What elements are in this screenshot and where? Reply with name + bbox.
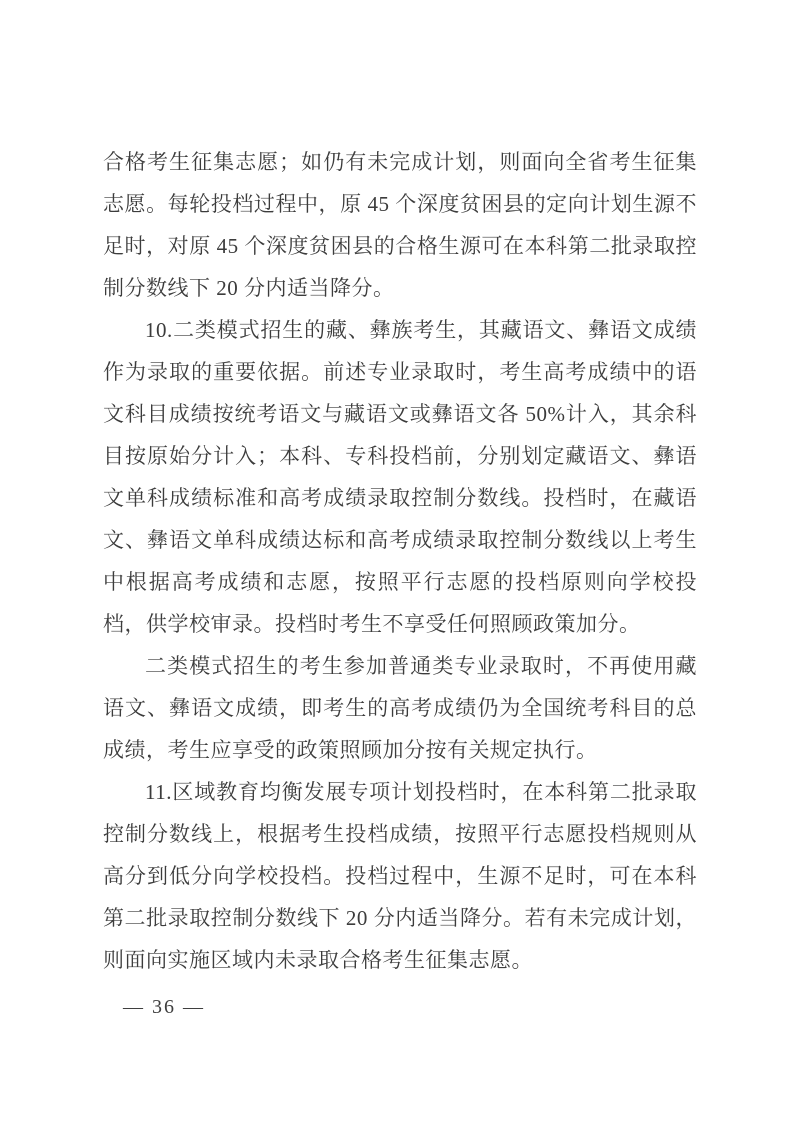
body-paragraph-continuation: 合格考生征集志愿；如仍有未完成计划，则面向全省考生征集志愿。每轮投档过程中，原 45 个深度贫困县的定向计划生源不足时，对原 45 个深度贫困县的合格生源可在本科第二批录取控制分数线下 20 分内适当降分。 — [103, 150, 697, 300]
document-body — [103, 141, 697, 981]
body-paragraph-item-11: 11.区域教育均衡发展专项计划投档时，在本科第二批录取控制分数线上，根据考生投档成绩，按照平行志愿投档规则从高分到低分向学校投档。投档过程中，生源不足时，可在本科第二批录取控制分数线下 20 分内适当降分。若有未完成计划，则面向实施区域内未录取合格考生征集志愿。 — [103, 780, 697, 972]
page-number: — 36 — — [123, 996, 205, 1018]
body-paragraph-item-10: 10.二类模式招生的藏、彝族考生，其藏语文、彝语文成绩作为录取的重要依据。前述专业录取时，考生高考成绩中的语文科目成绩按统考语文与藏语文或彝语文各 50%计入，其余科目按原始分计入；本科、专科投档前，分别划定藏语文、彝语文单科成绩标准和高考成绩录取控制分数线。投档时，在藏语文、彝语文单科成绩达标和高考成绩录取控制分数线以上考生中根据高考成绩和志愿，按照平行志愿的投档原则向学校投档，供学校审录。投档时考生不享受任何照顾政策加分。 — [103, 318, 697, 636]
body-paragraph-item-10-note: 二类模式招生的考生参加普通类专业录取时，不再使用藏语文、彝语文成绩，即考生的高考成绩仍为全国统考科目的总成绩，考生应享受的政策照顾加分按有关规定执行。 — [103, 654, 697, 762]
